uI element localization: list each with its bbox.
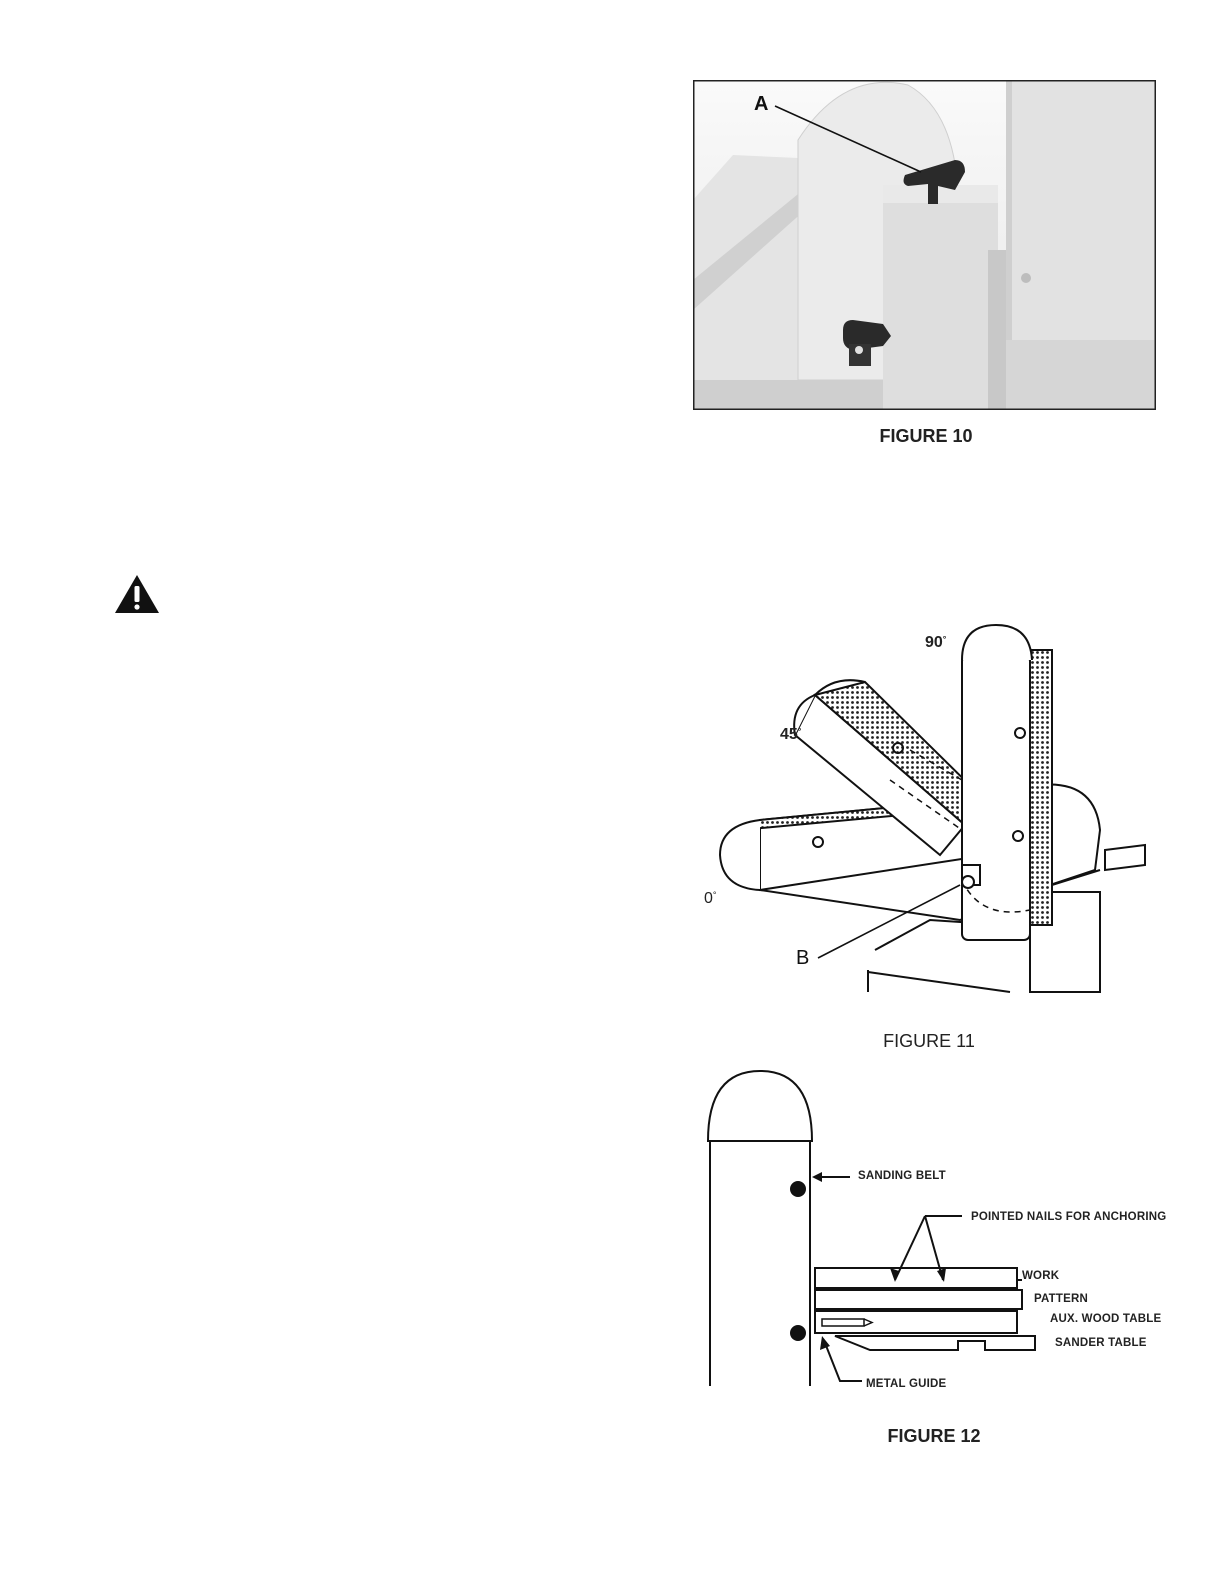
figure-11-caption: FIGURE 11 xyxy=(883,1031,975,1051)
figure-12-label-sanding-belt: SANDING BELT xyxy=(858,1170,946,1182)
figure-11-angle-45: 45° xyxy=(780,726,802,743)
figure-12-label-pattern: PATTERN xyxy=(1034,1293,1088,1305)
figure-10-caption: FIGURE 10 xyxy=(879,426,973,446)
figure-12-label-pointed-nails: POINTED NAILS FOR ANCHORING xyxy=(971,1211,1167,1223)
figure-11-angle-0: 0° xyxy=(704,890,717,907)
figure-12-label-aux-wood-table: AUX. WOOD TABLE xyxy=(1050,1313,1162,1325)
figure-12-caption: FIGURE 12 xyxy=(887,1426,981,1446)
figure-12-label-sander-table: SANDER TABLE xyxy=(1055,1337,1147,1349)
figure-12-label-work: WORK xyxy=(1022,1270,1060,1282)
figure-11-label-b: B xyxy=(796,947,810,969)
figure-10-label-a: A xyxy=(754,93,769,115)
figure-11-drawing xyxy=(700,620,1150,1000)
figure-12-label-metal-guide: METAL GUIDE xyxy=(866,1378,947,1390)
warning-triangle-icon xyxy=(114,574,160,614)
figure-10-photo xyxy=(693,80,1156,410)
figure-11-angle-90: 90° xyxy=(925,634,947,651)
